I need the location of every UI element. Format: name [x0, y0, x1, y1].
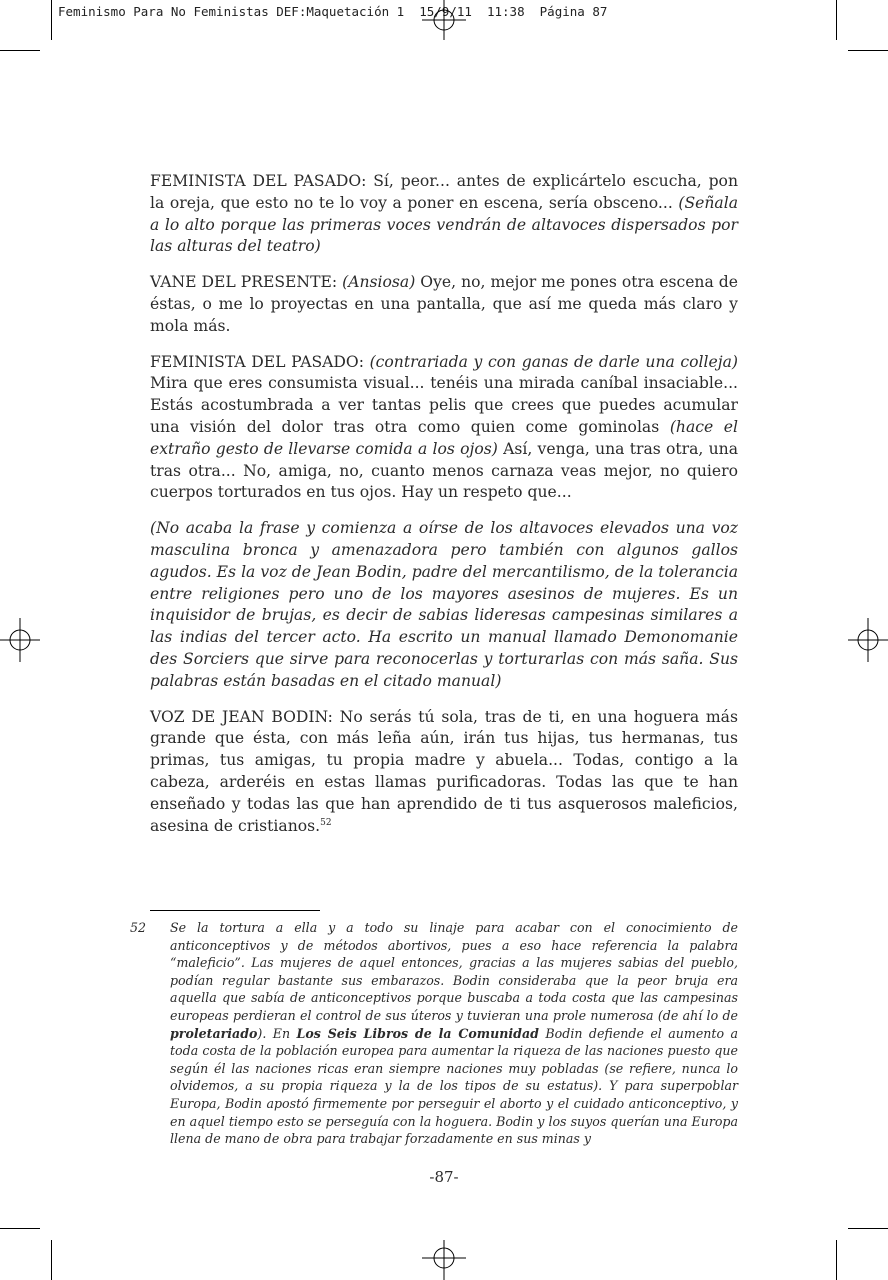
dialogue-paragraph [150, 707, 738, 838]
dialogue-paragraph [150, 272, 738, 337]
registration-mark-icon [0, 618, 44, 662]
footnote-segment: Se la tortura a ella y a todo su linaje para acabar con el conocimiento de anticonceptivos y de métodos abortivos, pues a eso hace referencia la palabra “maleficio”. Las mujeres de aquel entonces, gracias a las mujeres sabias del pueblo, podían regular bastante sus embarazos. Bodin consideraba que la peor bruja era aquella que sabía de anticonceptivos porque buscaba a toda costa que las campesinas europeas perdieran el control de sus úteros y tuvieran una prole numerosa (de ahí lo de [170, 920, 738, 1023]
footnote-reference[interactable]: 52 [320, 817, 332, 828]
footnote-divider [150, 910, 320, 911]
page-number: -87- [429, 1168, 459, 1186]
crop-mark [848, 50, 888, 51]
crop-mark [836, 1240, 837, 1280]
crop-mark [51, 0, 52, 40]
crop-mark [0, 50, 40, 51]
crop-mark [836, 0, 837, 40]
stage-direction: (contrariada y con ganas de darle una colleja) [369, 352, 738, 371]
speaker-name: VOZ DE JEAN BODIN [150, 707, 328, 726]
dialogue-text: Oye, no, mejor me pones otra escena de éstas, o me lo proyectas en una pantalla, que así me queda más claro y mola más. [150, 273, 738, 335]
registration-mark-icon [844, 618, 888, 662]
stage-direction: (Ansiosa) [342, 273, 416, 292]
registration-mark-icon [422, 0, 466, 44]
speaker-name: VANE DEL PRESENTE [150, 273, 332, 292]
stage-direction-paragraph: (No acaba la frase y comienza a oírse de los altavoces elevados una voz masculina bronca y amenazadora pero también con algunos gallos agudos. Es la voz de Jean Bodin, padre del mercantilismo, de la tolerancia entre religiones pero uno de los mayores asesinos de mujeres. Es un inquisidor de brujas, es decir de sabias lideresas campesinas similares a las indias del tercer acto. Ha escrito un manual llamado Demonomanie des Sorciers que sirve para reconocerlas y torturarlas con más saña. Sus palabras están basadas en el citado manual) [150, 519, 738, 690]
body-text [150, 171, 738, 851]
registration-mark-icon [422, 1236, 466, 1280]
footnote-bold: Los Seis Libros de la Comunidad [296, 1025, 539, 1041]
stage-direction: (hace el extraño gesto de llevarse comida a los ojos) [150, 417, 738, 458]
speaker-separator: : [327, 707, 340, 726]
crop-mark [51, 1240, 52, 1280]
speaker-separator: : [361, 172, 374, 190]
dialogue-text: No serás tú sola, tras de ti, en una hoguera más grande que ésta, con más leña aún, irán tus hijas, tus hermanas, tus primas, tus amigas, tu propia madre y abuela... Todas, contigo a la cabeza, arderéis en estas llamas purificadoras. Todas las que te han enseñado y todas las que han aprendido de ti tus asquerosos maleficios, asesina de cristianos. [150, 707, 738, 835]
footnote-number: 52 [130, 920, 147, 935]
speaker-separator: : [358, 352, 370, 371]
footnote-bold: proletariado [170, 1025, 258, 1041]
speaker-name: FEMINISTA DEL PASADO [150, 172, 362, 190]
speaker-separator: : [331, 273, 343, 292]
dialogue-text: Sí, peor... antes de explicártelo escucha, pon la oreja, que esto no te lo voy a poner en escena, sería obsceno... [150, 172, 738, 212]
speaker-name: FEMINISTA DEL PASADO [150, 352, 359, 371]
dialogue-paragraph [150, 352, 738, 505]
dialogue-paragraph [150, 171, 738, 258]
footnote-segment: ). En [257, 1025, 297, 1041]
footnote-text [130, 919, 738, 1148]
slug-line: Feminismo Para No Feministas DEF:Maquetación 1 15/9/11 11:38 Página 87 [58, 4, 608, 19]
dialogue-text: Mira que eres consumista visual... tenéis una mirada caníbal insaciable... Estás acostumbrada a ver tantas pelis que crees que puedes acumular una visión del dolor tras otra como quien come gominolas [150, 374, 738, 436]
stage-direction: (Señala a lo alto porque las primeras voces vendrán de altavoces dispersados por las alturas del teatro) [150, 193, 738, 256]
footnote-segment: Bodin defiende el aumento a toda costa de la población europea para aumentar la riqueza de las naciones puesto que según él las naciones ricas eran siempre naciones muy pobladas (se refiere, nunca lo olvidemos, a su propia riqueza y la de los tipos de su estatus). Y para superpoblar Europa, Bodin apostó firmemente por perseguir el aborto y el cuidado anticonceptivo, y en aquel tiempo esto se perseguía con la hoguera. Bodin y los suyos querían una Europa llena de mano de obra para trabajar forzadamente en sus minas y [170, 1025, 738, 1147]
footnote [130, 919, 738, 1148]
crop-mark [848, 1228, 888, 1229]
dialogue-text: Así, venga, una tras otra, una tras otra... No, amiga, no, cuanto menos carnaza veas mejor, no quiero cuerpos torturados en tus ojos. Hay un respeto que... [150, 439, 738, 502]
crop-mark [0, 1228, 40, 1229]
